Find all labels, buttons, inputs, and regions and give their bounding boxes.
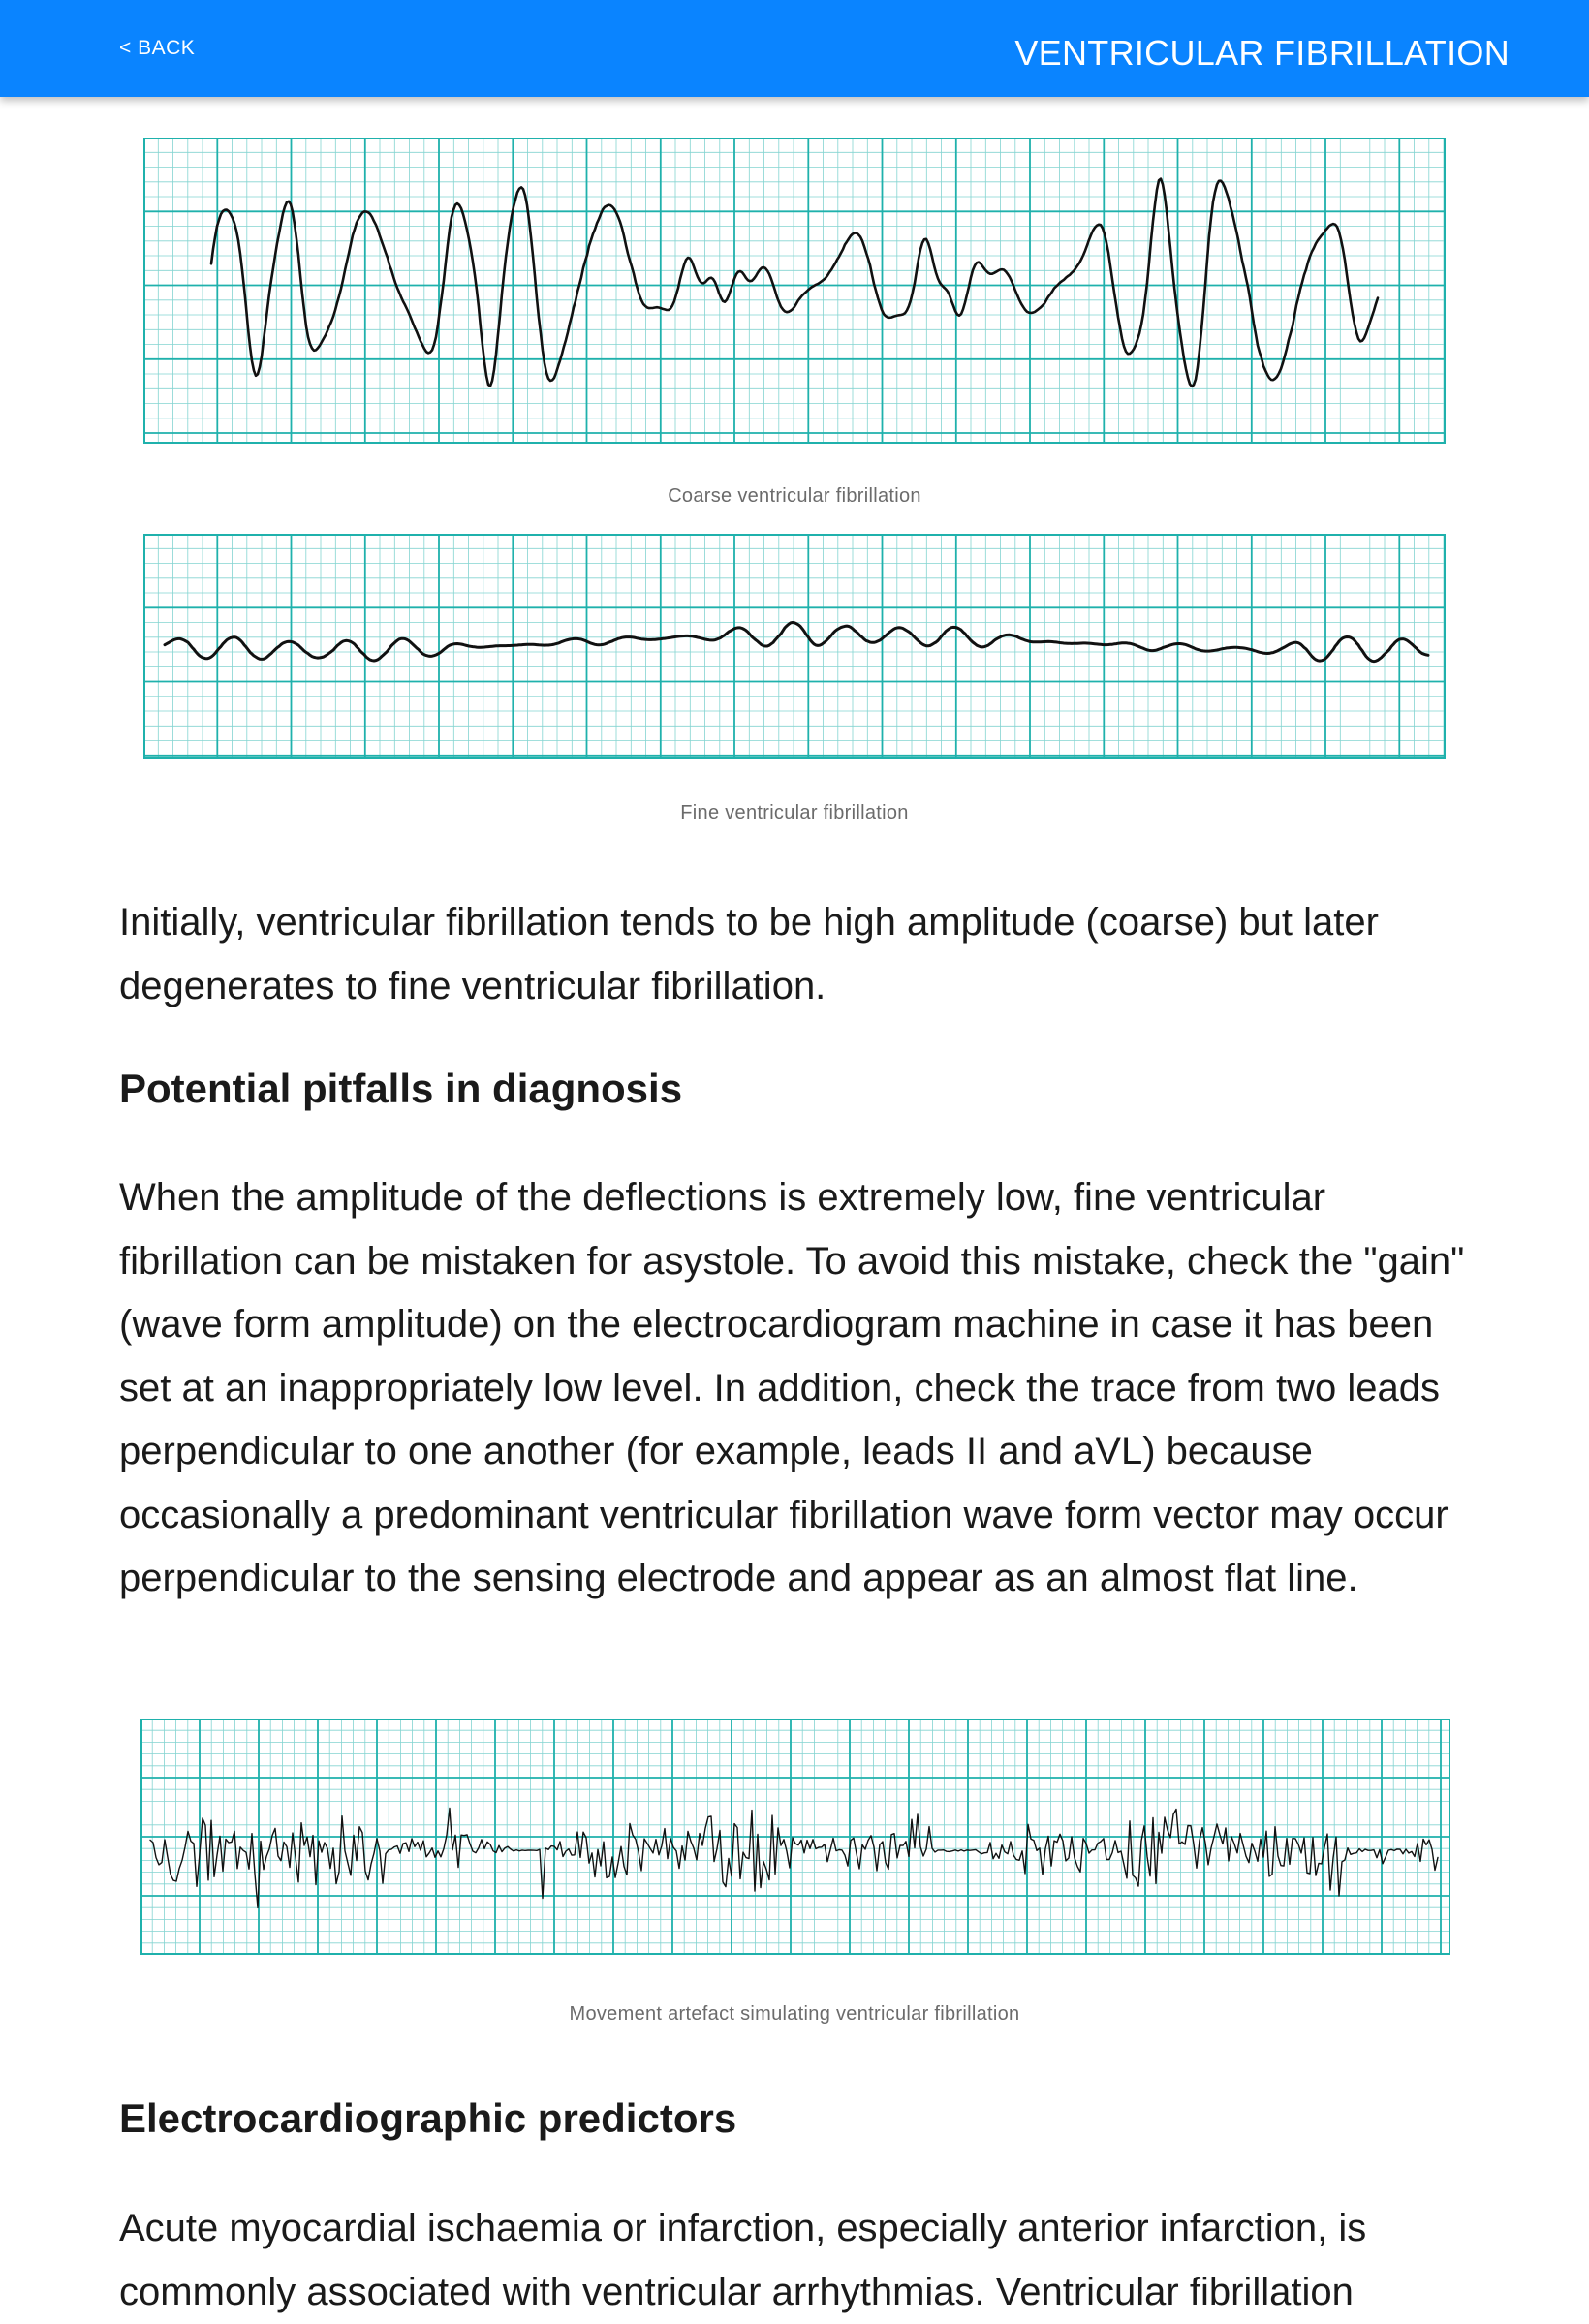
intro-paragraph: Initially, ventricular fibrillation tends to be high amplitude (coarse) but later degenerates to fine ventricular fibrillation. <box>119 901 1379 1007</box>
pitfalls-paragraph: When the amplitude of the deflections is extremely low, fine ventricular fibrillation can be mistaken for asystole. To avoid this mistake, check the "gain" (wave form amplitude) on the electrocardiogram machine in case it has been set at an inappropriately low level. In addition, check the trace from two leads perpendicular to one another (for example, leads II and aVL) because occasionally a predominant ventricular fibrillation wave form vector may occur perpendicular to the sensing electrode and appear as an almost flat line. <box>119 1176 1465 1599</box>
ecg-trace-line <box>150 1809 1438 1908</box>
figure-caption-artefact: Movement artefact simulating ventricular fibrillation <box>569 2003 1020 2025</box>
ecg-strip-fine <box>143 534 1446 759</box>
back-button[interactable]: < BACK <box>119 37 196 59</box>
figure-caption-coarse: Coarse ventricular fibrillation <box>668 485 921 507</box>
ecg-trace-line <box>165 623 1428 662</box>
page-title: VENTRICULAR FIBRILLATION <box>1014 33 1510 73</box>
top-app-bar <box>0 0 1589 97</box>
ecg-grid-border <box>144 535 1445 758</box>
ecg-coarse-trace-image <box>143 138 1446 444</box>
figure-caption-fine: Fine ventricular fibrillation <box>680 802 909 823</box>
predictors-paragraph: Acute myocardial ischaemia or infarction, especially anterior infarction, is commonly associated with ventricular arrhythmias. Ventricular fibrillation <box>119 2207 1367 2313</box>
ecg-strip-coarse <box>143 138 1446 444</box>
ecg-grid <box>143 138 1446 444</box>
section-heading-pitfalls: Potential pitfalls in diagnosis <box>119 1066 683 1111</box>
ecg-fine-trace-image <box>143 534 1446 759</box>
ecg-grid <box>140 1719 1450 1955</box>
ecg-artefact-trace-image <box>140 1719 1450 1955</box>
ecg-strip-artefact <box>140 1719 1450 1955</box>
section-heading-predictors: Electrocardiographic predictors <box>119 2095 737 2141</box>
ecg-trace-line <box>211 179 1378 387</box>
